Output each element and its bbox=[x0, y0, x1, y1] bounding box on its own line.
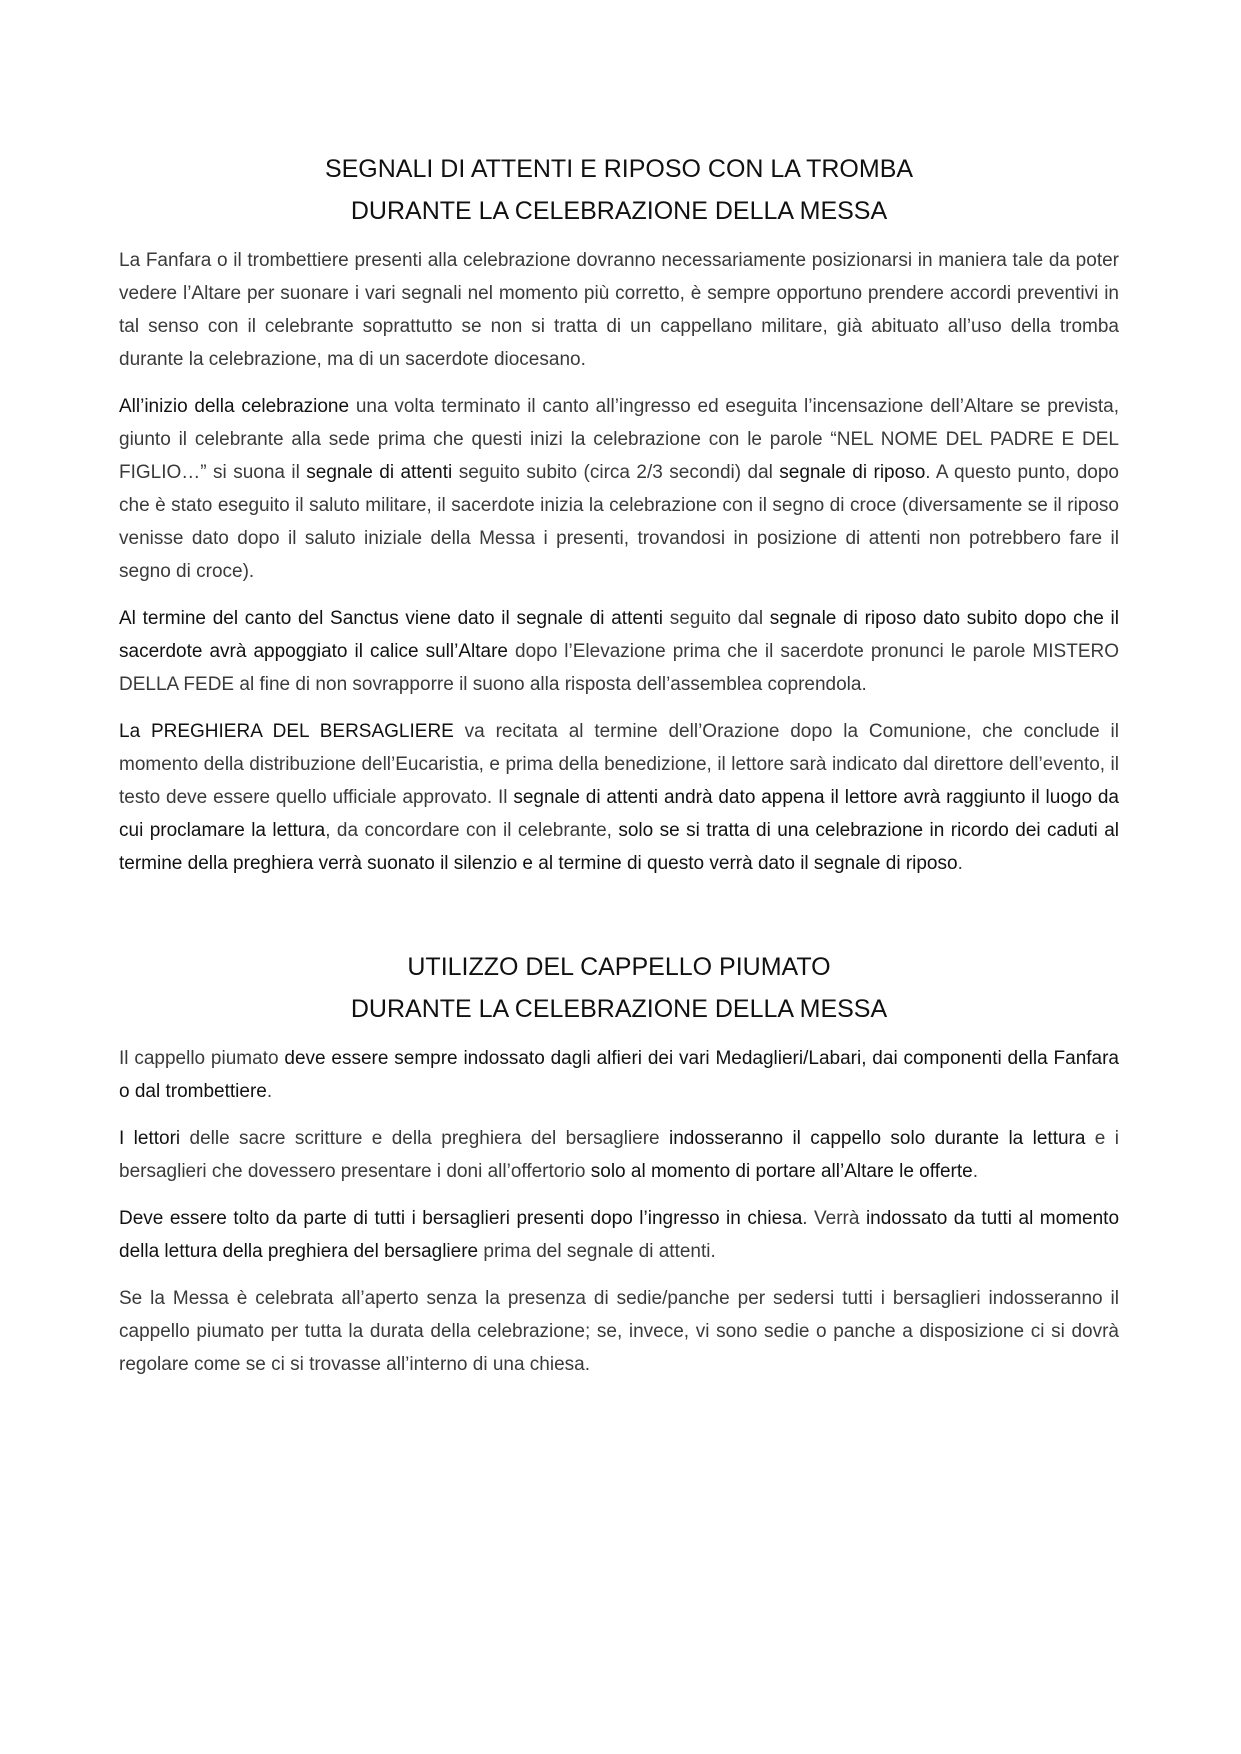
text-run: delle sacre scritture e della preghiera del bersagliere bbox=[180, 1128, 669, 1149]
text-run: dopo l’Elevazione prima che il sacerdote pronunci le parole MISTERO DELLA FEDE al fine di non sovrapporre il suono alla risposta dell’assemblea coprendola. bbox=[119, 641, 1119, 695]
text-run: una volta terminato il canto all’ingresso ed eseguita l’incensazione dell’Altare se prevista, giunto il celebrante alla sede prima che questi inizi la celebrazione con le parole “NEL NOME DEL PADRE E DEL FIGLIO…” si suona il bbox=[119, 396, 1119, 483]
text-run: La Fanfara o il trombettiere presenti alla celebrazione dovranno necessariamente posizionarsi in maniera tale da poter vedere l’Altare per suonare i vari segnali nel momento più corretto, è sempre opportuno prendere accordi preventivi in tal senso con il celebrante soprattutto se non si tratta di un cappellano militare, già abituato all’uso della tromba durante la celebrazione, ma di un sacerdote diocesano. bbox=[119, 250, 1119, 370]
title-line: DURANTE LA CELEBRAZIONE DELLA MESSA bbox=[350, 995, 888, 1023]
emphasis-run: solo se si tratta di una celebrazione in ricordo dei caduti al termine della preghiera verrà suonato il silenzio e al termine di questo verrà dato il segnale di riposo bbox=[119, 820, 1119, 874]
text-run: . A questo punto, dopo che è stato eseguito il saluto militare, il sacerdote inizia la celebrazione con il segno di croce (diversamente se il riposo venisse dato dopo il saluto iniziale della Messa i presenti, trovandosi in posizione di attenti non potrebbero fare il segno di croce). bbox=[119, 462, 1119, 582]
emphasis-run: indossato da tutti al momento della lettura della preghiera del bersagliere bbox=[119, 1208, 1120, 1262]
emphasis-run: I lettori bbox=[119, 1128, 181, 1149]
emphasis-run: indosseranno il cappello solo durante la lettura bbox=[669, 1128, 1086, 1149]
paragraph-outdoor-mass bbox=[119, 1282, 1119, 1381]
paragraph-start-of-celebration bbox=[119, 390, 1119, 588]
text-run: seguito subito (circa 2/3 secondi) dal bbox=[452, 462, 780, 483]
text-run: . bbox=[266, 1081, 273, 1102]
emphasis-run: Deve essere tolto da parte di tutti i bersaglieri presenti dopo l’ingresso in chiesa bbox=[119, 1208, 803, 1229]
text-run: e i bersaglieri che dovessero presentare i doni all’offertorio bbox=[119, 1128, 1119, 1182]
paragraph-positioning bbox=[119, 244, 1119, 376]
section-title bbox=[119, 148, 1119, 232]
emphasis-run: segnale di attenti andrà dato appena il lettore avrà raggiunto il luogo da cui proclamare la lettura bbox=[119, 787, 1119, 841]
section-spacer bbox=[119, 894, 1119, 946]
emphasis-run: segnale di riposo dato subito dopo che il sacerdote avrà appoggiato il calice sull’Altare bbox=[119, 608, 1119, 662]
paragraph-removed-in-church bbox=[119, 1202, 1119, 1268]
paragraph-sanctus bbox=[119, 602, 1119, 701]
emphasis-run: deve essere sempre indossato dagli alfieri dei vari Medaglieri/Labari, dai componenti della Fanfara o dal trombettiere bbox=[119, 1048, 1119, 1102]
emphasis-run: solo al momento di portare all’Altare le offerte bbox=[590, 1161, 973, 1182]
text-run: . Verrà bbox=[802, 1208, 866, 1229]
section-plumed-hat bbox=[119, 946, 1119, 1381]
emphasis-run: Al termine del canto del Sanctus viene dato il segnale di attenti bbox=[119, 608, 663, 629]
text-run: prima del segnale di attenti. bbox=[478, 1241, 716, 1262]
text-run: va recitata al termine dell’Orazione dopo la Comunione, che conclude il momento della distribuzione dell’Eucaristia, e prima della benedizione, il lettore sarà indicato dal direttore dell’evento, il testo deve essere quello ufficiale approvato. Il bbox=[119, 721, 1119, 808]
title-line: DURANTE LA CELEBRAZIONE DELLA MESSA bbox=[350, 197, 888, 225]
section-trumpet-signals bbox=[119, 148, 1119, 880]
text-run: . bbox=[972, 1161, 978, 1182]
text-run: Il cappello piumato bbox=[119, 1048, 285, 1069]
text-run: seguito dal bbox=[663, 608, 770, 629]
emphasis-run: segnale di attenti bbox=[306, 462, 453, 483]
text-run: . bbox=[957, 853, 963, 874]
title-line: SEGNALI DI ATTENTI E RIPOSO CON LA TROMBA bbox=[324, 155, 914, 183]
text-run: Se la Messa è celebrata all’aperto senza la presenza di sedie/panche per sedersi tutti i bersaglieri indosseranno il cappello piumato per tutta la durata della celebrazione; se, invece, vi sono sedie o panche a disposizione ci si dovrà regolare come se ci si trovasse all’interno di una chiesa. bbox=[119, 1288, 1119, 1375]
emphasis-run: La PREGHIERA DEL BERSAGLIERE bbox=[119, 721, 454, 742]
paragraph-readers bbox=[119, 1122, 1119, 1188]
section-title bbox=[119, 946, 1119, 1030]
paragraph-bersagliere-prayer bbox=[119, 715, 1119, 880]
document-page bbox=[119, 148, 1119, 1395]
text-run: , da concordare con il celebrante, bbox=[325, 820, 619, 841]
title-line: UTILIZZO DEL CAPPELLO PIUMATO bbox=[407, 953, 831, 981]
emphasis-run: All’inizio della celebrazione bbox=[119, 396, 350, 417]
emphasis-run: segnale di riposo bbox=[779, 462, 926, 483]
paragraph-hat-always-worn bbox=[119, 1042, 1119, 1108]
